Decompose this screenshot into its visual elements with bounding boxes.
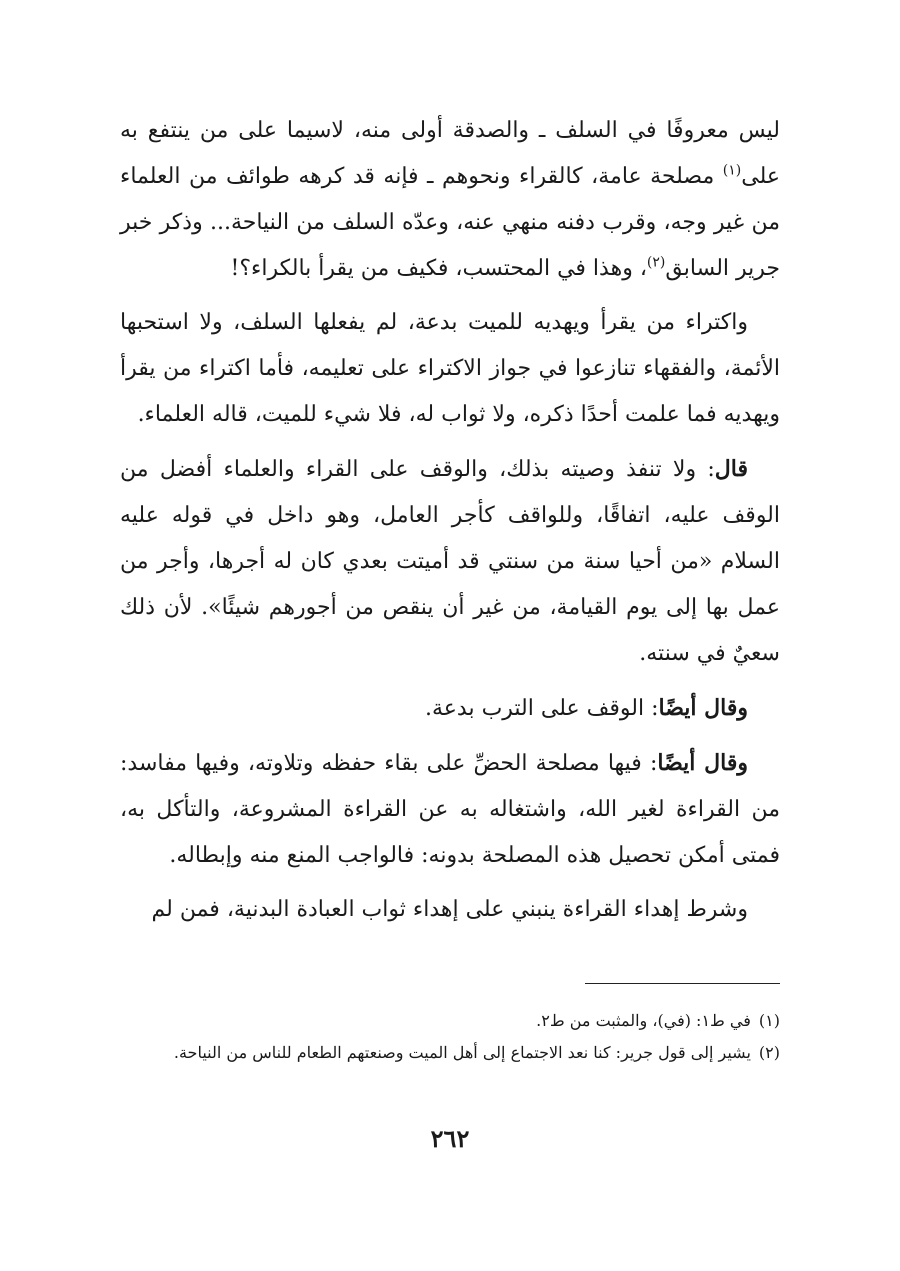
paragraph-3-lead: قال xyxy=(714,456,748,482)
paragraph-6-text: وشرط إهداء القراءة ينبني على إهداء ثواب العبادة البدنية، فمن لم xyxy=(151,897,748,922)
paragraph-5-text: : فيها مصلحة الحضِّ على بقاء حفظه وتلاوته، وفيها مفاسد: من القراءة لغير الله، واشتغاله به عن القراءة المشروعة، والتأكل به، فمتى أمكن تحصيل هذه المصلحة بدونه: فالواجب المنع منه وإبطاله. xyxy=(120,751,780,868)
paragraph-5 xyxy=(120,740,780,879)
footnote-2-text: يشير إلى قول جرير: كنا نعد الاجتماع إلى أهل الميت وصنعتهم الطعام للناس من النياحة. xyxy=(173,1043,751,1062)
paragraph-6 xyxy=(120,887,780,933)
main-text xyxy=(120,108,780,941)
paragraph-5-lead: وقال أيضًا xyxy=(657,750,748,776)
paragraph-1-text-after: ، وهذا في المحتسب، فكيف من يقرأ بالكراء؟! xyxy=(230,256,647,281)
paragraph-1 xyxy=(120,108,780,292)
paragraph-1-text-before: ليس معروفًا في السلف ـ والصدقة أولى منه، لاسيما على من ينتفع به على xyxy=(120,118,780,189)
page-number: ٢٦٢ xyxy=(430,1124,470,1153)
paragraph-2 xyxy=(120,300,780,438)
paragraph-4-lead: وقال أيضًا xyxy=(658,695,748,721)
paragraph-4 xyxy=(120,685,780,732)
footnote-2-number: (٢) xyxy=(758,1043,780,1062)
footnote-separator xyxy=(585,983,780,984)
paragraph-3 xyxy=(120,446,780,677)
footnote-ref-2[interactable]: (٢) xyxy=(646,254,666,271)
footnote-2 xyxy=(120,1037,780,1069)
paragraph-4-text: : الوقف على الترب بدعة. xyxy=(424,696,659,721)
footnote-1-text: في ط١: (في)، والمثبت من ط٢. xyxy=(536,1011,751,1030)
footnote-1-number: (١) xyxy=(758,1011,780,1030)
paragraph-3-text: : ولا تنفذ وصيته بذلك، والوقف على القراء والعلماء أفضل من الوقف عليه، اتفاقًا، وللواقف كأجر العامل، وهو داخل في قوله عليه السلام «من أحيا سنة من سنتي قد أميتت بعدي كان له أجرها، وأجر من عمل بها إلى يوم القيامة، من غير أن ينقص من أجورهم شيئًا». لأن ذلك سعيٌ في سنته. xyxy=(120,457,780,666)
footnotes xyxy=(120,1005,780,1069)
footnote-ref-1[interactable]: (١) xyxy=(722,162,742,179)
footnote-1 xyxy=(120,1005,780,1037)
paragraph-1-text-mid: مصلحة عامة، كالقراء ونحوهم ـ فإنه قد كرهه طوائف من العلماء من غير وجه، وقرب دفنه منهي عنه، وعدّه السلف من النياحة... وذكر خبر جرير السابق xyxy=(120,164,780,281)
paragraph-2-text: واكتراء من يقرأ ويهديه للميت بدعة، لم يفعلها السلف، ولا استحبها الأئمة، والفقهاء تنازعوا في جواز الاكتراء على تعليمه، فأما اكتراء من يقرأ ويهديه فما علمت أحدًا ذكره، ولا ثواب له، فلا شيء للميت، قاله العلماء. xyxy=(120,310,780,427)
